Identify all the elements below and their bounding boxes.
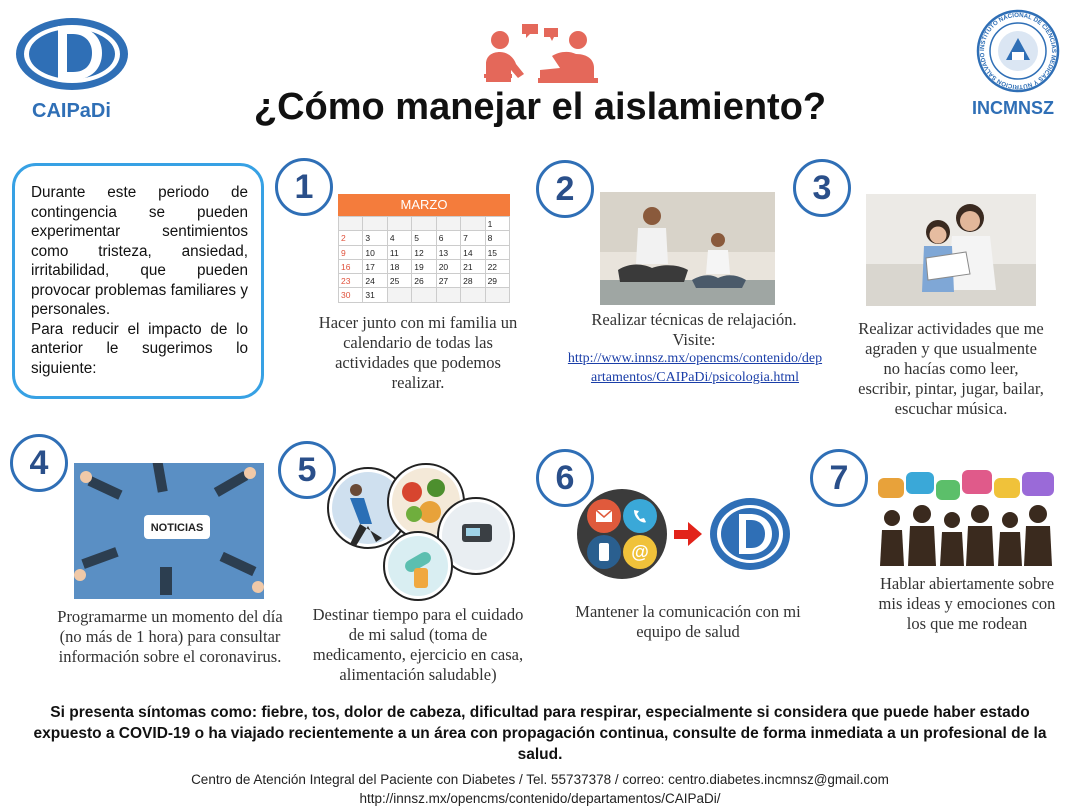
step-visit-label-2: Visite: [672, 330, 716, 349]
calendar-day: 26 [412, 274, 436, 288]
communication-image [576, 488, 796, 580]
calendar-day [412, 217, 436, 231]
calendar-day [388, 288, 412, 302]
page-title: ¿Cómo manejar el aislamiento? [253, 86, 827, 128]
step-number-4: 4 [10, 434, 68, 492]
calendar-day [339, 217, 363, 231]
seal-text: INSTITUTO NACIONAL DE CIENCIAS MEDICAS Y NUTRICION SALVADO [978, 11, 1058, 91]
step-number-7: 7 [810, 449, 868, 507]
calendar-day: 28 [461, 274, 485, 288]
intro-box [12, 163, 264, 399]
caipadi-logo-text: CAIPaDi [32, 100, 111, 122]
calendar-day: 25 [388, 274, 412, 288]
footer-contact: Centro de Atención Integral del Paciente con Diabetes / Tel. 55737378 / correo: centro.diabetes.incmnsz@gmail.com [191, 772, 889, 787]
calendar-day: 12 [412, 246, 436, 260]
calendar-day: 19 [412, 260, 436, 274]
psychology-icon [478, 18, 603, 86]
meditation-image [600, 192, 775, 305]
incmnsz-seal [968, 8, 1068, 94]
news-label: NOTICIAS [150, 522, 204, 534]
calendar-day: 5 [412, 231, 436, 245]
caipadi-logo [12, 12, 132, 124]
step-number-1: 1 [275, 158, 333, 216]
calendar-day: 16 [339, 260, 363, 274]
calendar-day: 22 [486, 260, 510, 274]
calendar-day [461, 288, 485, 302]
calendar-day: 21 [461, 260, 485, 274]
calendar-day: 29 [486, 274, 510, 288]
calendar-day: 20 [437, 260, 461, 274]
svg-text:@: @ [631, 542, 649, 562]
calendar-day [388, 217, 412, 231]
calendar-month-label: MARZO [338, 194, 510, 216]
step-caption-3: Realizar actividades que me agraden y que usualmente no hacías como leer, escribir, pintar, jugar, bailar, escuchar música. [858, 319, 1044, 418]
calendar-day [437, 217, 461, 231]
step-number-6: 6 [536, 449, 594, 507]
step-caption-7: Hablar abiertamente sobre mis ideas y emociones con los que me rodean [878, 574, 1056, 633]
reading-image [866, 194, 1036, 306]
calendar-day: 9 [339, 246, 363, 260]
calendar-day: 27 [437, 274, 461, 288]
incmnsz-logo-text: INCMNSZ [972, 98, 1054, 118]
calendar-day: 1 [486, 217, 510, 231]
people-talking-image [876, 468, 1058, 566]
calendar-day: 31 [363, 288, 387, 302]
calendar-day: 17 [363, 260, 387, 274]
calendar-day: 8 [486, 231, 510, 245]
calendar-day [486, 288, 510, 302]
calendar-day: 23 [339, 274, 363, 288]
footer-url: http://innsz.mx/opencms/contenido/departamentos/CAIPaDi/ [359, 791, 721, 806]
calendar-day [437, 288, 461, 302]
calendar-day: 10 [363, 246, 387, 260]
calendar-day: 15 [486, 246, 510, 260]
calendar-day: 3 [363, 231, 387, 245]
caipadi-logo-mark [12, 12, 132, 97]
calendar-day: 14 [461, 246, 485, 260]
health-image [326, 462, 516, 602]
step-caption-2: Realizar técnicas de relajación. [591, 310, 797, 329]
calendar-day: 24 [363, 274, 387, 288]
intro-text-2: Para reducir el impacto de lo anterior le sugerimos lo siguiente: [31, 320, 248, 377]
calendar-day: 13 [437, 246, 461, 260]
calendar-day: 4 [388, 231, 412, 245]
calendar-day [461, 217, 485, 231]
intro-text: Durante este periodo de contingencia se pueden experimentar sentimientos como tristeza, ansiedad, irritabilidad, que pueden provocar problemas familiares y personales. [31, 184, 248, 318]
calendar-day: 2 [339, 231, 363, 245]
calendar-image [338, 194, 510, 306]
step-caption-5: Destinar tiempo para el cuidado de mi salud (toma de medicamento, ejercicio en casa, alimentación saludable) [312, 605, 524, 684]
calendar-day: 11 [388, 246, 412, 260]
step-caption-1: Hacer junto con mi familia un calendario de todas las actividades que podemos realizar. [318, 313, 518, 392]
step-caption-4: Programarme un momento del día (no más de 1 hora) para consultar información sobre el coronavirus. [57, 607, 283, 666]
calendar-day: 30 [339, 288, 363, 302]
calendar-day [363, 217, 387, 231]
step-number-3: 3 [793, 159, 851, 217]
calendar-day [412, 288, 436, 302]
calendar-grid [338, 216, 510, 303]
calendar-day: 18 [388, 260, 412, 274]
news-image [74, 463, 264, 599]
step-number-2: 2 [536, 160, 594, 218]
step-caption-6: Mantener la comunicación con mi equipo de salud [575, 602, 801, 641]
incmnsz-logo [968, 8, 1068, 120]
calendar-day: 6 [437, 231, 461, 245]
calendar-day: 7 [461, 231, 485, 245]
relaxation-link[interactable]: http://www.innsz.mx/opencms/contenido/departamentos/CAIPaDi/psicologia.html [567, 351, 823, 385]
step-number-5: 5 [278, 441, 336, 499]
warning-text: Si presenta síntomas como: fiebre, tos, dolor de cabeza, dificultad para respirar, especialmente si considera que puede haber estado expuesto a COVID-19 o ha viajado recientemente a un área con propagación continua, consulte de forma inmediata a un profesional de la salud. [33, 704, 1047, 763]
